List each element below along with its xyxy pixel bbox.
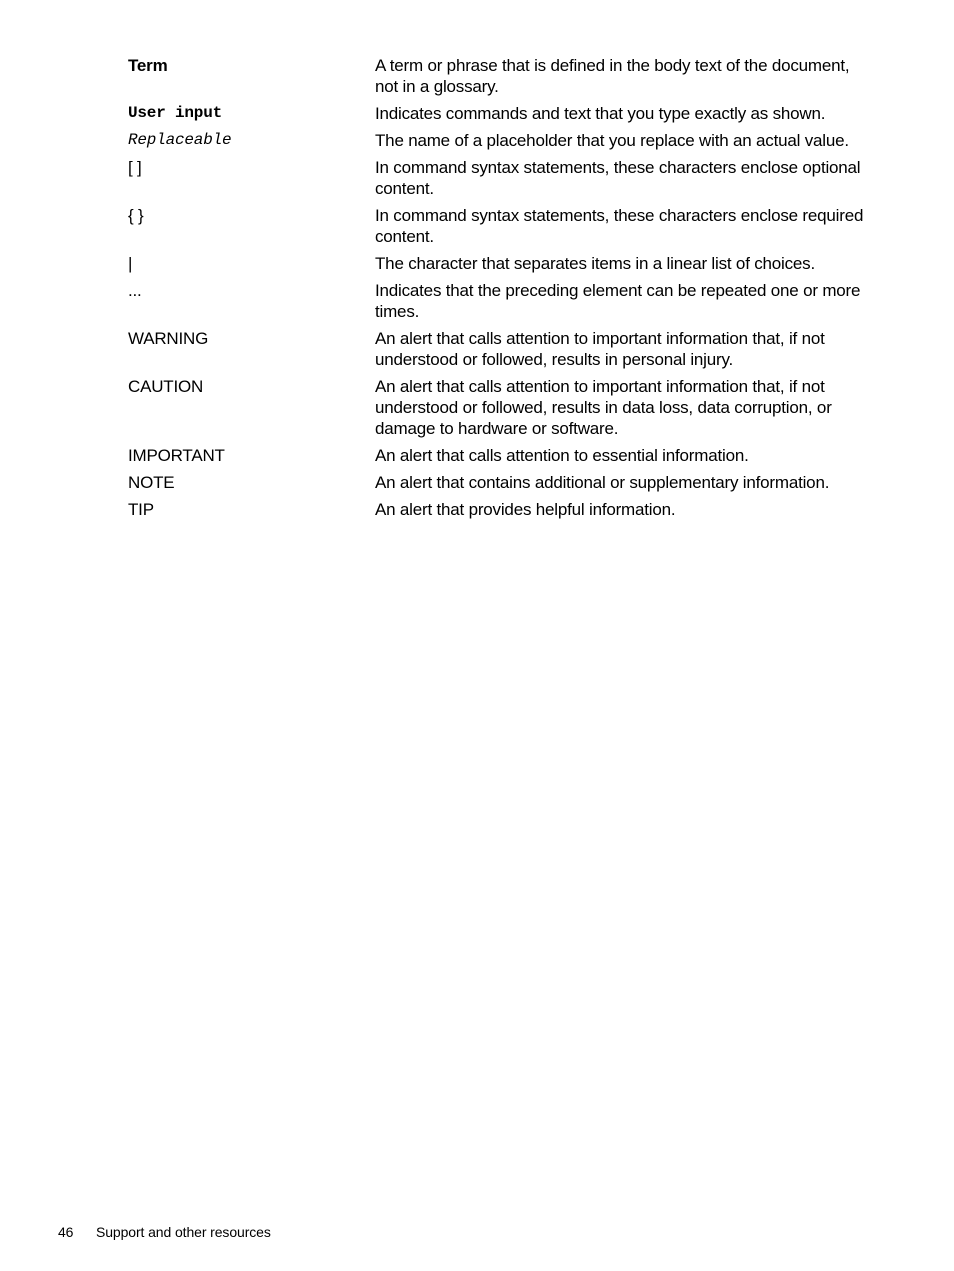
convention-term: [ ] [128,158,142,177]
convention-row [128,376,870,439]
convention-term: NOTE [128,473,175,492]
convention-term: WARNING [128,329,209,348]
convention-description: The character that separates items in a linear list of choices. [375,254,816,273]
convention-description: The name of a placeholder that you replace with an actual value. [375,131,849,150]
convention-row [128,103,870,124]
convention-term: CAUTION [128,377,204,396]
footer-section-title: Support and other resources [96,1224,271,1240]
convention-row [128,472,870,493]
convention-description: In command syntax statements, these characters enclose required content. [375,206,864,246]
page-number: 46 [58,1224,74,1240]
convention-term: { } [128,206,144,225]
conventions-table [128,55,870,526]
convention-row [128,280,870,322]
convention-term: Term [128,56,168,75]
convention-description: An alert that calls attention to essential information. [375,446,749,465]
convention-row [128,499,870,520]
convention-row [128,253,870,274]
convention-term: IMPORTANT [128,446,225,465]
convention-row [128,205,870,247]
convention-description: Indicates that the preceding element can be repeated one or more times. [375,281,861,321]
convention-term: User input [128,104,223,122]
convention-row [128,157,870,199]
convention-term: ... [128,281,142,300]
convention-description: An alert that calls attention to important information that, if not understood or followed, results in data loss, data corruption, or damage to hardware or software. [375,377,832,438]
convention-description: Indicates commands and text that you type exactly as shown. [375,104,826,123]
convention-row [128,130,870,151]
convention-row [128,328,870,370]
convention-row [128,445,870,466]
convention-description: A term or phrase that is defined in the body text of the document, not in a glossary. [375,56,850,96]
convention-description: An alert that contains additional or supplementary information. [375,473,830,492]
convention-row [128,55,870,97]
convention-description: An alert that calls attention to important information that, if not understood or followed, results in personal injury. [375,329,825,369]
page-footer [58,1222,271,1242]
convention-description: An alert that provides helpful information. [375,500,676,519]
convention-description: In command syntax statements, these characters enclose optional content. [375,158,861,198]
convention-term: Replaceable [128,131,232,149]
convention-term: | [128,254,133,273]
convention-term: TIP [128,500,154,519]
